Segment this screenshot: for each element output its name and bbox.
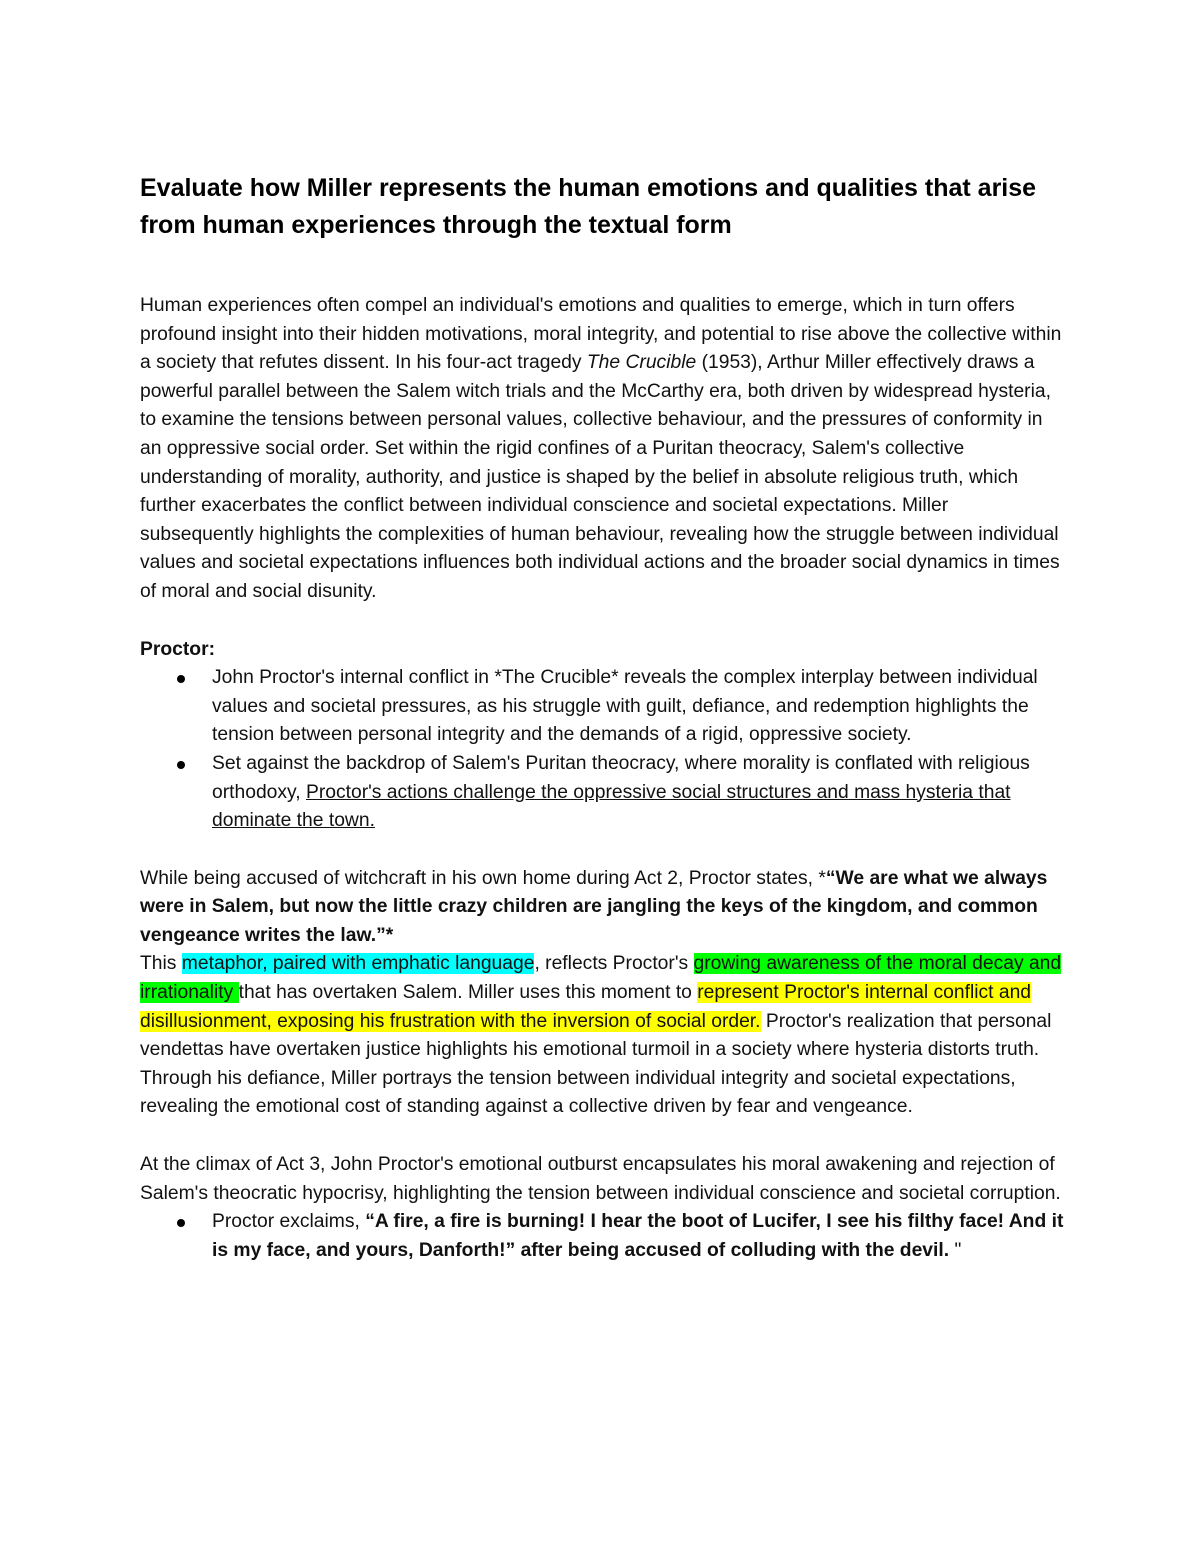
act2-quote: “We are what we always were in Salem, but now the little crazy children are jangling the keys of the kingdom, and common vengeance writes the law.”* [140,867,1048,946]
proctor-heading: Proctor: [140,638,215,660]
green-highlight: growing awareness of the moral decay and irrationality [140,953,1062,1004]
document-page [140,170,1065,1265]
list-item [140,750,1065,836]
act2-intro: While being accused of witchcraft in his own home during Act 2, Proctor states, * [140,867,826,889]
bullet-icon [177,1219,185,1227]
analysis-text-mid1: , reflects Proctor's [534,953,694,975]
intro-text-part1: Human experiences often compel an individual's emotions and qualities to emerge, which in turn offers profound insight into their hidden motivations, moral integrity, and potential to rise above the collective within a society that refutes dissent. In his four-act tragedy [140,295,1062,374]
intro-text-part2: (1953), Arthur Miller effectively draws a powerful parallel between the Salem witch trials and the McCarthy era, both driven by widespread hysteria, to examine the tensions between personal values, collective behaviour, and the pressures of conformity in an oppressive social order. Set within the rigid confines of a Puritan theocracy, Salem's collective understanding of morality, authority, and justice is shaped by the belief in absolute religious truth, which further exacerbates the conflict between individual conscience and societal expectations. Miller subsequently highlights the complexities of human behaviour, revealing how the struggle between individual values and societal expectations influences both individual actions and the broader social dynamics in times of moral and social disunity. [140,352,1060,602]
act3-bullet-list [140,1208,1065,1265]
bullet-icon [177,761,185,769]
analysis-text-mid2: that has overtaken Salem. Miller uses this moment to [238,982,698,1004]
bullet-tail: " [949,1239,962,1261]
bullet-icon [177,675,185,683]
cyan-highlight: metaphor, paired with emphatic language [181,953,535,975]
yellow-highlight: represent Proctor's internal conflict and disillusionment, exposing his frustration with the inversion of social order. [140,982,1032,1032]
underlined-text: Proctor's actions challenge the oppressive social structures and mass hysteria that dominate the town. [212,781,1011,832]
play-title: The Crucible [586,352,697,374]
list-item [140,664,1065,750]
analysis-text-end: Proctor's realization that personal vendettas have overtaken justice highlights his emotional turmoil in a society where hysteria distorts truth. Through his defiance, Miller portrays the tension between individual integrity and societal expectations, revealing the emotional cost of standing against a collective driven by fear and vengeance. [140,1010,1052,1118]
bullet-text: Set against the backdrop of Salem's Puritan theocracy, where morality is conflated with religious orthodoxy, [212,752,1030,803]
intro-paragraph [140,292,1065,607]
proctor-bullet-list [140,664,1065,836]
list-item [140,1208,1065,1265]
analysis-text-start: This [140,953,182,975]
bullet-text: John Proctor's internal conflict in *The Crucible* reveals the complex interplay between individual values and societal pressures, as his struggle with guilt, defiance, and redemption highlights the tension between personal integrity and the demands of a rigid, oppressive society. [212,667,1038,746]
act3-paragraph: At the climax of Act 3, John Proctor's emotional outburst encapsulates his moral awakening and rejection of Salem's theocratic hypocrisy, highlighting the tension between individual conscience and societal corruption. [140,1154,1061,1204]
document-title: Evaluate how Miller represents the human emotions and qualities that arise from human experiences through the textual form [140,174,1037,239]
act3-quote: “A fire, a fire is burning! I hear the boot of Lucifer, I see his filthy face! And it is my face, and yours, Danforth!” after being accused of colluding with the devil. [212,1211,1064,1261]
bullet-text: Proctor exclaims, [212,1211,366,1233]
act2-paragraph [140,865,1065,951]
act2-analysis-paragraph [140,950,1065,1122]
